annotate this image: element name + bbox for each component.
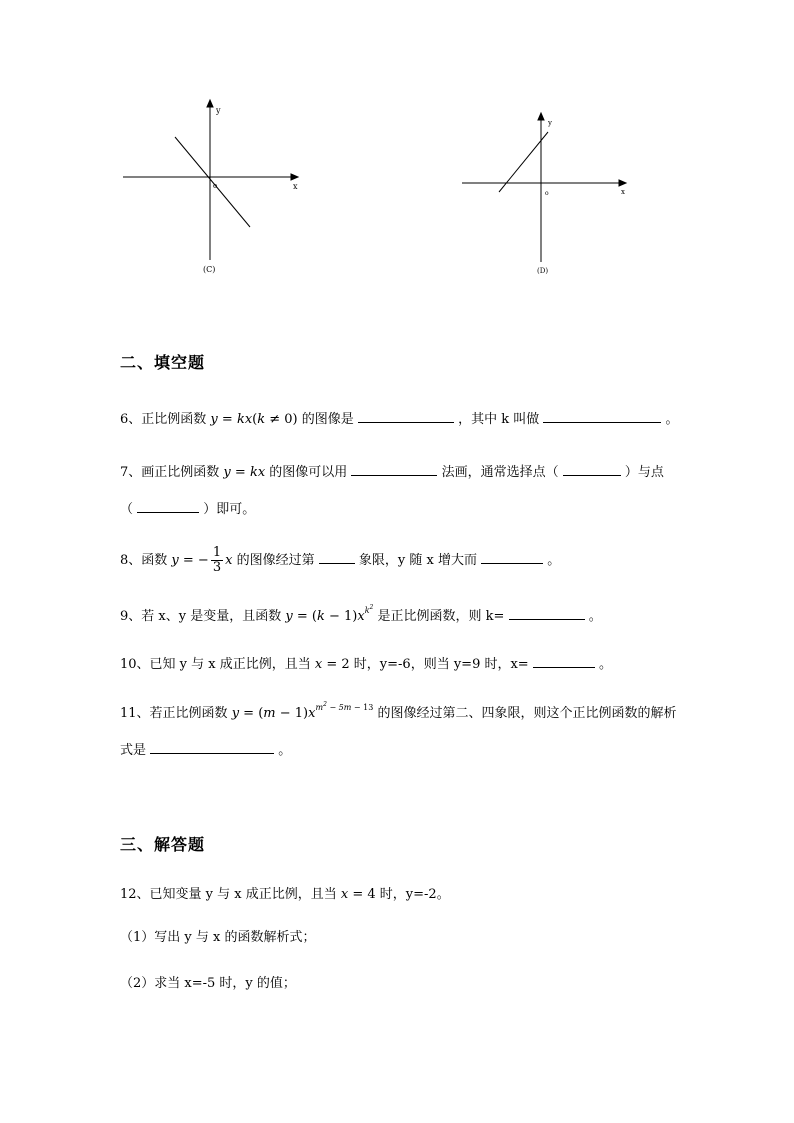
question-12	[120, 885, 450, 905]
q9-text: 9、若 x、y 是变量，且函数	[120, 609, 282, 624]
q12-text: 12、已知变量 y 与 x 成正比例，且当	[120, 887, 337, 902]
q11-blank-1[interactable]	[150, 739, 274, 754]
q10-blank-1[interactable]	[533, 653, 595, 668]
section-fill-in-title: 二、填空题	[120, 353, 206, 372]
q7-formula: y = kx	[223, 465, 266, 480]
q8-text-end: 。	[547, 553, 561, 568]
section-answer-title: 三、解答题	[120, 835, 206, 854]
q7-text-mid3: ）与点	[624, 465, 664, 480]
q7-blank-2[interactable]	[563, 461, 621, 476]
graph-d-y-arrow	[538, 113, 544, 120]
graph-d-origin-label: o	[545, 190, 549, 197]
question-11	[120, 701, 677, 724]
question-7-line-2	[120, 498, 255, 520]
question-10	[120, 653, 612, 675]
q9-formula: $y = (k - 1)x^{k^2}$	[285, 604, 374, 624]
q8-text: 8、函数	[120, 553, 168, 568]
q6-text-sep: ，其中 k 叫做	[458, 412, 540, 427]
graph-c-y-arrow	[207, 100, 213, 107]
q7-text-mid2: 法画，通常选择点（	[441, 465, 559, 480]
q8-blank-1[interactable]	[319, 549, 355, 564]
question-12-part-1: （1）写出 y 与 x 的函数解析式；	[120, 930, 316, 945]
graph-c	[115, 95, 315, 285]
q11-text-mid: 的图像经过第二、四象限，则这个正比例函数的解析	[377, 706, 677, 721]
q7-text-l2b: ）即可。	[203, 502, 256, 517]
question-12-part-2: （2）求当 x=-5 时，y 的值；	[120, 976, 296, 991]
q6-text: 6、正比例函数	[120, 412, 207, 427]
q10-formula: x = 2	[314, 657, 350, 672]
graph-c-origin-label: o	[213, 182, 218, 190]
q6-blank-2[interactable]	[543, 408, 661, 423]
question-9	[120, 605, 602, 627]
q10-text: 10、已知 y 与 x 成正比例，且当	[120, 657, 311, 672]
q11-formula: $y = (m - 1)x^{m^2 - 5m - 13}$	[231, 701, 374, 721]
q6-text-mid: 的图像是	[301, 412, 354, 427]
q7-text-mid: 的图像可以用	[269, 465, 348, 480]
question-7	[120, 461, 664, 483]
q8-text-mid: 的图像经过第	[236, 553, 315, 568]
q8-blank-2[interactable]	[481, 549, 543, 564]
q9-text-end: 。	[588, 609, 602, 624]
q6-formula: y = kx(k ≠ 0)	[210, 412, 298, 427]
graph-d-y-label: y	[548, 119, 552, 127]
q11-text: 11、若正比例函数	[120, 706, 228, 721]
question-6	[120, 408, 679, 430]
q7-blank-3[interactable]	[137, 498, 199, 513]
q10-text-end: 。	[598, 657, 612, 672]
q11-text-l2b: 。	[278, 743, 292, 758]
q8-text-mid2: 象限，y 随 x 增大而	[358, 553, 477, 568]
question-11-line-2	[120, 739, 291, 761]
q7-blank-1[interactable]	[351, 461, 437, 476]
graph-d-x-label: x	[621, 188, 625, 196]
q9-text-mid: 是正比例函数，则 k=	[377, 609, 505, 624]
graph-d-x-arrow	[619, 180, 626, 186]
graph-c-x-label: x	[293, 182, 298, 191]
q12-text-mid: 时，y=-2。	[379, 887, 450, 902]
q8-formula: y = − $\frac{1}{3}$ x	[171, 545, 233, 575]
q7-text-l2a: （	[120, 502, 134, 517]
q12-formula: x = 4	[340, 887, 376, 902]
q6-text-end: 。	[665, 412, 679, 427]
graph-d	[455, 105, 655, 285]
graph-c-caption: (C)	[203, 265, 216, 274]
q9-blank-1[interactable]	[509, 605, 585, 620]
graph-d-caption: (D)	[537, 267, 549, 275]
q10-text-mid: 时，y=-6，则当 y=9 时，x=	[353, 657, 529, 672]
question-8	[120, 546, 560, 575]
q11-text-l2a: 式是	[120, 743, 147, 758]
graph-c-y-label: y	[216, 106, 221, 115]
graph-c-x-arrow	[291, 174, 298, 180]
q7-text: 7、画正比例函数	[120, 465, 220, 480]
q6-blank-1[interactable]	[358, 408, 454, 423]
